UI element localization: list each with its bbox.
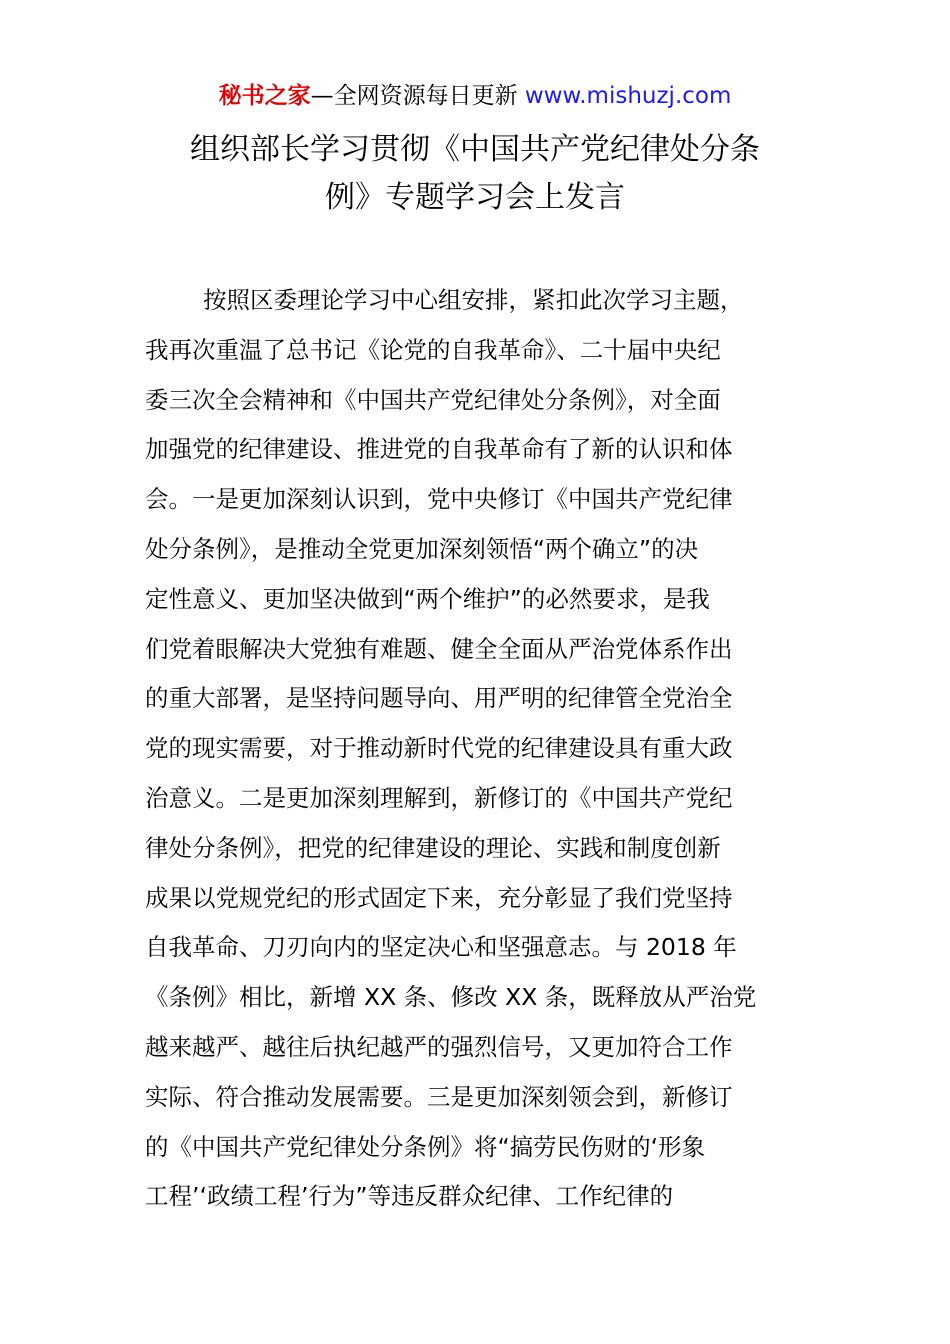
body-line: 律处分条例》，把党的纪律建设的理论、实践和制度创新 <box>145 833 721 862</box>
body-line: 的重大部署，是坚持问题导向、用严明的纪律管全党治全 <box>145 684 733 713</box>
site-tagline: —全网资源每日更新 <box>310 83 525 109</box>
body-line: 自我革命、刀刃向内的坚定决心和坚强意志。与 2018 年 <box>145 933 737 962</box>
body-line: 按照区委理论学习中心组安排，紧扣此次学习主题， <box>203 286 744 314</box>
body-line: 的《中国共产党纪律处分条例》将“搞劳民伤财的‘形象 <box>145 1132 706 1161</box>
title-line-2: 例》专题学习会上发言 <box>325 180 625 215</box>
body-line: 们党着眼解决大党独有难题、健全全面从严治党体系作出 <box>145 634 733 663</box>
body-line: 越来越严、越往后执纪越严的强烈信号，又更加符合工作 <box>145 1032 733 1061</box>
site-brand: 秘书之家 <box>218 83 311 109</box>
document-body <box>145 276 810 1222</box>
body-line: 党的现实需要，对于推动新时代党的纪律建设具有重大政 <box>145 734 733 763</box>
site-header <box>0 80 950 112</box>
body-line: 工程’‘政绩工程’行为”等违反群众纪律、工作纪律的 <box>145 1182 674 1211</box>
body-line: 委三次全会精神和《中国共产党纪律处分条例》，对全面 <box>145 385 721 414</box>
document-title <box>100 126 850 222</box>
body-line: 会。一是更加深刻认识到，党中央修订《中国共产党纪律 <box>145 485 733 514</box>
body-line: 实际、符合推动发展需要。三是更加深刻领会到，新修订 <box>145 1082 733 1111</box>
site-url-link[interactable]: www.mishuzj.com <box>524 83 732 109</box>
body-line: 加强党的纪律建设、推进党的自我革命有了新的认识和体 <box>145 435 733 464</box>
body-line: 处分条例》，是推动全党更加深刻领悟“两个确立”的决 <box>145 534 699 563</box>
body-line: 我再次重温了总书记《论党的自我革命》、二十届中央纪 <box>145 335 721 364</box>
body-line: 《条例》相比，新增 XX 条、修改 XX 条，既释放从严治党 <box>145 983 757 1012</box>
body-line: 成果以党规党纪的形式固定下来，充分彰显了我们党坚持 <box>145 883 733 912</box>
body-line: 治意义。二是更加深刻理解到，新修订的《中国共产党纪 <box>145 783 733 812</box>
title-line-1: 组织部长学习贯彻《中国共产党纪律处分条 <box>190 132 760 167</box>
body-line: 定性意义、更加坚决做到“两个维护”的必然要求，是我 <box>145 584 710 613</box>
